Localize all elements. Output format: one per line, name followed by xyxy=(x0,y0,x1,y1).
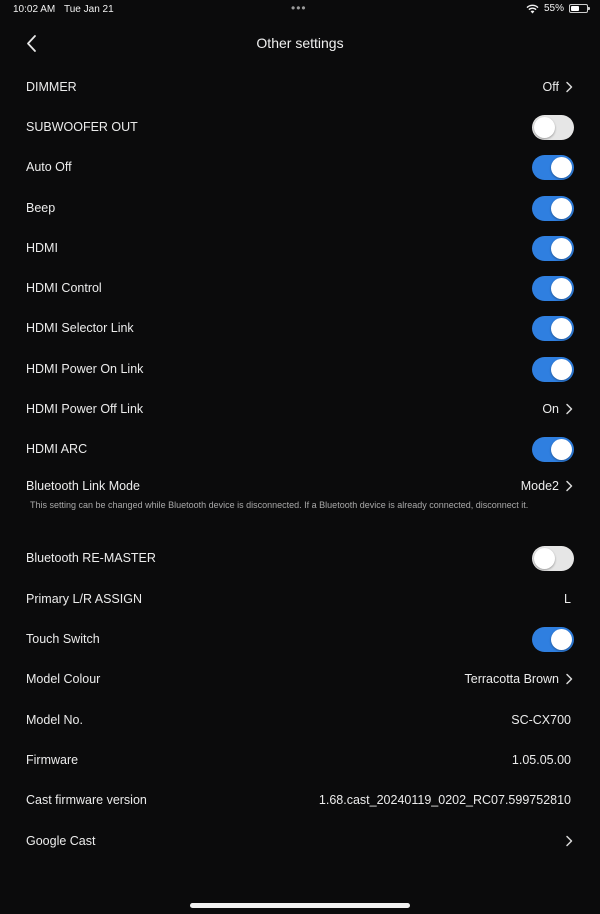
status-date: Tue Jan 21 xyxy=(64,4,114,15)
battery-percent: 55% xyxy=(543,3,564,14)
setting-label: Google Cast xyxy=(26,834,96,848)
setting-value: 1.68.cast_20240119_0202_RC07.599752810 xyxy=(318,793,571,807)
toggle-knob xyxy=(534,548,555,569)
setting-value-group xyxy=(521,479,574,493)
setting-row-model-no xyxy=(26,708,574,732)
multitasking-dots[interactable]: ••• xyxy=(291,1,307,15)
chevron-right-icon xyxy=(564,80,574,94)
home-indicator[interactable] xyxy=(190,903,410,908)
setting-label: Cast firmware version xyxy=(26,793,147,807)
setting-value-group xyxy=(465,672,574,686)
setting-row-hdmi-control xyxy=(26,276,574,300)
setting-label: HDMI Power On Link xyxy=(26,362,144,376)
chevron-right-icon xyxy=(564,834,574,848)
setting-row-cast-firmware xyxy=(26,788,574,812)
toggle-knob xyxy=(551,238,572,259)
setting-label: Model Colour xyxy=(26,672,101,686)
toggle-knob xyxy=(551,318,572,339)
setting-value: Off xyxy=(542,80,559,94)
setting-row-primary-lr-assign xyxy=(26,587,574,611)
setting-row-model-colour[interactable] xyxy=(26,667,574,691)
chevron-right-icon xyxy=(564,402,574,416)
status-time: 10:02 AM xyxy=(13,4,56,15)
setting-row-hdmi-arc xyxy=(26,437,574,461)
hdmi-selector-link-toggle[interactable] xyxy=(532,316,574,341)
battery-icon xyxy=(569,4,588,13)
setting-value-group xyxy=(543,80,574,94)
setting-value: 1.05.05.00 xyxy=(511,753,571,767)
setting-row-touch-switch xyxy=(26,627,574,651)
setting-row-hdmi xyxy=(26,236,574,260)
bluetooth-remaster-toggle[interactable] xyxy=(532,546,574,571)
hdmi-power-on-link-toggle[interactable] xyxy=(532,357,574,382)
setting-value: On xyxy=(542,402,559,416)
battery-fill xyxy=(571,6,579,11)
setting-value: Mode2 xyxy=(520,479,559,493)
nav-bar xyxy=(0,26,600,60)
setting-label: Model No. xyxy=(26,713,83,727)
setting-value-group xyxy=(542,402,574,416)
bluetooth-link-mode-note: This setting can be changed while Bluetooth device is disconnected. If a Bluetooth device is already connected, disconnect it. xyxy=(30,500,529,510)
setting-row-firmware xyxy=(26,748,574,772)
setting-row-hdmi-power-on-link xyxy=(26,357,574,381)
setting-label: Firmware xyxy=(26,753,79,767)
setting-label: HDMI Power Off Link xyxy=(26,402,144,416)
setting-label: Bluetooth RE-MASTER xyxy=(26,551,156,565)
setting-label: Beep xyxy=(26,201,56,215)
setting-row-bluetooth-link-mode[interactable] xyxy=(26,474,574,498)
setting-row-hdmi-power-off-link[interactable] xyxy=(26,397,574,421)
setting-label: HDMI xyxy=(26,241,58,255)
setting-value-group xyxy=(564,834,574,848)
hdmi-arc-toggle[interactable] xyxy=(532,437,574,462)
setting-label: HDMI Selector Link xyxy=(26,321,134,335)
setting-value: L xyxy=(564,592,571,606)
chevron-right-icon xyxy=(564,479,574,493)
setting-value: Terracotta Brown xyxy=(464,672,559,686)
setting-row-google-cast[interactable] xyxy=(26,829,574,853)
setting-label: HDMI Control xyxy=(26,281,102,295)
hdmi-toggle[interactable] xyxy=(532,236,574,261)
hdmi-control-toggle[interactable] xyxy=(532,276,574,301)
setting-label: Bluetooth Link Mode xyxy=(26,479,140,493)
toggle-knob xyxy=(551,278,572,299)
toggle-knob xyxy=(551,157,572,178)
setting-label: DIMMER xyxy=(26,80,77,94)
touch-switch-toggle[interactable] xyxy=(532,627,574,652)
toggle-knob xyxy=(551,439,572,460)
setting-row-subwoofer-out xyxy=(26,115,574,139)
page-title: Other settings xyxy=(256,35,344,51)
setting-label: Auto Off xyxy=(26,160,72,174)
auto-off-toggle[interactable] xyxy=(532,155,574,180)
setting-row-bluetooth-remaster xyxy=(26,546,574,570)
setting-label: SUBWOOFER OUT xyxy=(26,120,138,134)
setting-row-dimmer[interactable] xyxy=(26,75,574,99)
status-bar xyxy=(0,0,600,20)
toggle-knob xyxy=(551,629,572,650)
setting-label: Primary L/R ASSIGN xyxy=(26,592,142,606)
beep-toggle[interactable] xyxy=(532,196,574,221)
toggle-knob xyxy=(534,117,555,138)
subwoofer-out-toggle[interactable] xyxy=(532,115,574,140)
setting-row-auto-off xyxy=(26,155,574,179)
toggle-knob xyxy=(551,198,572,219)
status-right xyxy=(526,3,588,14)
setting-row-hdmi-selector-link xyxy=(26,316,574,340)
setting-row-beep xyxy=(26,196,574,220)
setting-label: HDMI ARC xyxy=(26,442,88,456)
setting-value: SC-CX700 xyxy=(511,713,571,727)
toggle-knob xyxy=(551,359,572,380)
setting-label: Touch Switch xyxy=(26,632,100,646)
wifi-icon xyxy=(526,4,539,14)
chevron-right-icon xyxy=(564,672,574,686)
